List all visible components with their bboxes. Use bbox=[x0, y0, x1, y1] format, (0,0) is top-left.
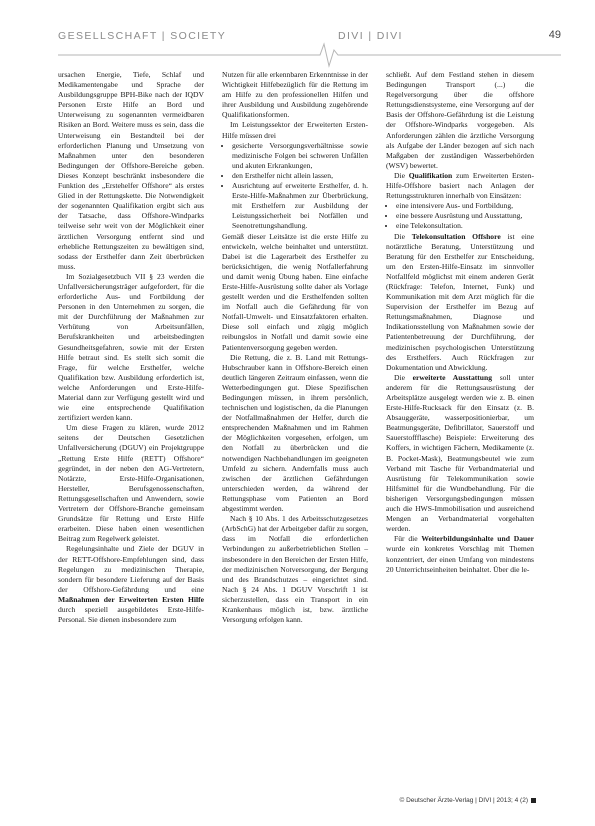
bold-term: Telekonsultation Offshore bbox=[411, 231, 501, 241]
bold-term: Maßnahmen der Erweiterten Ersten Hilfe bbox=[58, 594, 204, 604]
bold-term: Qualifikation bbox=[408, 170, 453, 180]
paragraph bbox=[386, 232, 534, 373]
paragraph bbox=[386, 534, 534, 574]
text-column-3 bbox=[386, 70, 534, 575]
text-column-1 bbox=[58, 70, 204, 625]
paragraph-text: Die bbox=[394, 231, 412, 241]
paragraph-text: Die bbox=[394, 170, 409, 180]
bold-term: erweiterte Ausstattung bbox=[412, 372, 493, 382]
list-item: • eine Telekonsultation. bbox=[396, 221, 534, 231]
list-item: • eine intensivere Aus- und Fortbildung, bbox=[396, 201, 534, 211]
paragraph-text: zum Erweiterten Ersten-Hilfe-Offshore basiert nach Anlagen der Rettungsstrukturen innerhalb von Einsätzen: bbox=[386, 170, 534, 201]
bold-term: Weiterbildungsinhalte und Dauer bbox=[421, 534, 534, 544]
list-item: • eine bessere Ausrüstung und Ausstattung, bbox=[396, 211, 534, 221]
paragraph: schließt. Auf dem Festland stehen in diesem Bedingungen Transport (...) die Regelversorgung über die offshore Rettungsdienstsysteme, eine Versorgung auf der Basis der Offshore-Gefährdung ist die Leistung der Offshore-Windparks vorgegeben. Als Anforderungen zählen die ärztliche Versorgung als Aufgabe der Länder bezogen auf sich nach Maßgaben der zuständigen Wasserbehörden (WSV) bewertet. bbox=[386, 70, 534, 170]
bullet-list bbox=[386, 201, 534, 231]
ecg-line-decoration bbox=[58, 42, 561, 68]
copyright-text: © Deutscher Ärzte-Verlag | DIVI | 2013; 4 (2) bbox=[399, 797, 528, 804]
paragraph: Im Sozialgesetzbuch VII § 23 werden die Unfallversicherungsträger aufgefordert, für die erforderliche Aus- und Fortbildung der Personen in den Unternehmen zu sorgen, die mit der Durchführung der Maßnahmen zur Verhütung von Arbeitsunfällen, Berufskrankheiten und arbeitsbedingten Gesundheitsgefahren, sowie mit der Ersten Hilfe betraut sind. Es stellt sich somit die Frage, für welche Ersthelfer, welche Qualifikation bzw. Ausbildung erforderlich ist, welche Anforderungen und Erste-Hilfe-Material dann zur Verfügung gestellt wird und wie eine entsprechende Qualifikation zertifiziert werden kann. bbox=[58, 271, 204, 423]
list-item: • gesicherte Versorgungsverhältnisse sowie medizinische Folgen bei schweren Unfällen und akuten Erkrankungen, bbox=[232, 141, 368, 171]
paragraph-text: ist eine notärztliche Beratung, Unterstützung und Beratung für den Ersthelfer zur Entscheidung, um den Ersten-Hilfe-Einsatz im sinnvoller Notfallfeld möglichst mit einem anderen Gerät (Rückfrage: Telefon, Internet, Funk) und Kommunikation mit dem Arzt möglich für die Supervision der Ersthelfer im Bezug auf Rettungsmaßnahmen, Diagnose und Indikationsstellung von Maßnahmen sowie der Patientenbetreuung der Durchführung, der medizinischen psychologischen Unterstützung des Ersthelfers. Auch Rückfragen zur Dokumentation und Abwicklung. bbox=[386, 231, 534, 372]
paragraph bbox=[58, 544, 204, 625]
paragraph-text: Für die bbox=[394, 534, 422, 544]
end-square-icon bbox=[531, 798, 536, 803]
page-number: 49 bbox=[548, 29, 561, 41]
paragraph-text: Regelungsinhalte und Ziele der DGUV in der RETT-Offshore-Empfehlungen sind, dass Regelungen zu medizinischen Therapie, sondern für besondere Lieferung auf der Basis der Offshore-Gefährdung und eine bbox=[58, 544, 204, 594]
paragraph-text: wurde ein konkretes Vorschlag mit Themen konzentriert, der einen Umfang von mindestens 20 Unterrichtseinheiten beinhaltet. Über die le- bbox=[386, 544, 534, 574]
paragraph: Nutzen für alle erkennbaren Erkenntnisse in der Wichtigkeit Hilfebezüglich für die Rettung im am Hilfe zu den professionellen Hilfen und ihrer Ausbildung und Ausbildung zugehörende Qualifikationsformen. bbox=[222, 70, 368, 120]
paragraph: Gemäß dieser Leitsätze ist die erste Hilfe zu entwickeln, welche beinhaltet und unterstützt. Dabei ist die Lagerarbeit des Ersthelfer zu berücksichtigen, die wenig Notfallerfahrung und damit wenig Übung haben. Eine einfache Erste-Hilfe-Ausrüstung sollte daher als Vorlage gestellt werden und die Ersthelfenden sollten im Notfall auch die Gefährdung für von Notfall-Umwelt- und Einsatzfaktoren erhalten. Diese soll einfach und zügig möglich reibungslos in Notfall und damit sowie eine Patientenversorgung gegeben werden. bbox=[222, 231, 368, 352]
paragraph bbox=[386, 373, 534, 535]
paragraph: Die Rettung, die z. B. Land mit Rettungs-Hubschrauber kann in Offshore-Bereich einen deutlich längeren Zeitraum einfassen, wenn die Wetterbedingungen gut. Diese Spezifischen Bedingungen müssen, in ihrem persönlich, technischen und logistischen, da die Planungen der Notfallmaßnahmen der Helfer, durch die entsprechenden Maßnahmen und im Rahmen der Möglichkeiten vorgesehen, erfolgen, um den Notfall zu überbrücken und die notwendigen Nachbehandlungen im geeigneten Umfeld zu sichern. Andernfalls muss auch zwischen der ärztlichen Gefährdungen unterschieden werden, da während der Rettungsphase vom Patienten an Bord abgestimmt werden. bbox=[222, 352, 368, 514]
list-item: • den Ersthelfer nicht allein lassen, bbox=[232, 171, 368, 181]
section-label-left: GESELLSCHAFT | SOCIETY bbox=[58, 30, 227, 42]
paragraph bbox=[386, 171, 534, 201]
paragraph: Um diese Fragen zu klären, wurde 2012 seitens der Deutschen Gesetzlichen Unfallversicherung (DGUV) ein Projektgruppe „Rettung Erste Hilfe (RETT) Offshore“ gegründet, in der neben den AG-Vertretern, Notärzte, Erste-Hilfe-Organisationen, Hersteller, Berufsgenossenschaften, Rettungsgesellschaften und Anwendern, sowie Vertretern der Offshore-Branche gemeinsam Grundsätze für Rettung und Erste Hilfe erarbeiten. Diese haben einen wesentlichen Beitrag zum Regelwerk geleistet. bbox=[58, 423, 204, 544]
page-header bbox=[58, 22, 561, 48]
paragraph-text: soll unter anderem für die Rettungsausrüstung der Arbeitsplätze ausgelegt werden wie z. B. einen Erste-Hilfe-Rucksack für den Einsatz (z. B. Absauggeräte, wasserpositionierbar, um Beatmungsgeräte, Defibrillator, Sauerstoff und Sauerstoffflasche) Beispiele: Erweiterung des Koffers, in wichtigen Fächern, Medikamente (z. B. Pocket-Mask), Beatmungsbeutel wie zum Verband mit Tasche für Verbandmaterial und Ausrüstung für Telekommunikation sowie Hilfsmittel für die Wundbehandlung. Für die bisherigen Versorgungsbedingungen müssen auch die HWS-Immobilisation und ausreichend Mengen an Verbandmaterial vorgehalten werden. bbox=[386, 372, 534, 534]
bullet-list bbox=[222, 141, 368, 232]
text-column-2 bbox=[222, 70, 368, 625]
paragraph-text: durch speziell ausgebildetes Erste-Hilfe-Personal. Sie dienen insbesondere zum bbox=[58, 604, 204, 625]
paragraph: Nach § 10 Abs. 1 des Arbeitsschutzgesetzes (ArbSchG) hat der Arbeitgeber dafür zu sorgen, dass im Notfall die erforderlichen Verbindungen zu außerbetrieblichen Stellen – insbesondere in den Bereichen der Ersten Hilfe, der medizinischen Notversorgung, der Bergung und des Brandschutzes – eingerichtet sind. Nach § 24 Abs. 1 DGUV Vorschrift 1 ist sicherzustellen, dass ein Transport in ein Krankenhaus möglich ist, bzw. ärztliche Versorgung erfolgen kann. bbox=[222, 514, 368, 625]
paragraph: Im Leistungssektor der Erweiterten Ersten-Hilfe müssen drei bbox=[222, 120, 368, 140]
page-footer bbox=[386, 797, 536, 804]
paragraph-text: Die bbox=[394, 372, 413, 382]
section-label-right: DIVI | DIVI bbox=[338, 30, 403, 42]
list-item: • Ausrichtung auf erweiterte Ersthelfer, d. h. Erste-Hilfe-Maßnahmen zur Überbrückung, mit Ersthelfern zur Ausbildung der Leistungssicherheit bei Notfällen und Seenotrettungshandlung. bbox=[232, 181, 368, 231]
paragraph: ursachen Energie, Tiefe, Schlaf und Medikamentengabe und Sprache der Ausbildungsgruppe BPH-Bike nach der IQDV Personen Erste Hilfe an Bord und Unterweisung zu sogenannten vermeidbaren Risiken an Bord. Weitere muss es sein, dass die Unterweisung ein Bestandteil bei der erforderlichen Planung und Umsetzung von Maßnahmen unter den besonderen Bedingungen der Offshore-Bereiche geben. Dieses Konzept beschränkt insbesondere die Funktion des „Erstehelfer Offshore“ als erstes Glied in der Rettungskette. Die Notwendigkeit der sogenannten Qualifikation ergibt sich aus der Tatsache, dass Offshore-Windparks teilweise sehr weit von der Möglichkeit einer ärztlichen Versorgung entfernt sind und erhebliche Rettungszeiten zu bewältigen sind, sodass der Ersthelfer dann Zeit überbrücken muss. bbox=[58, 70, 204, 271]
